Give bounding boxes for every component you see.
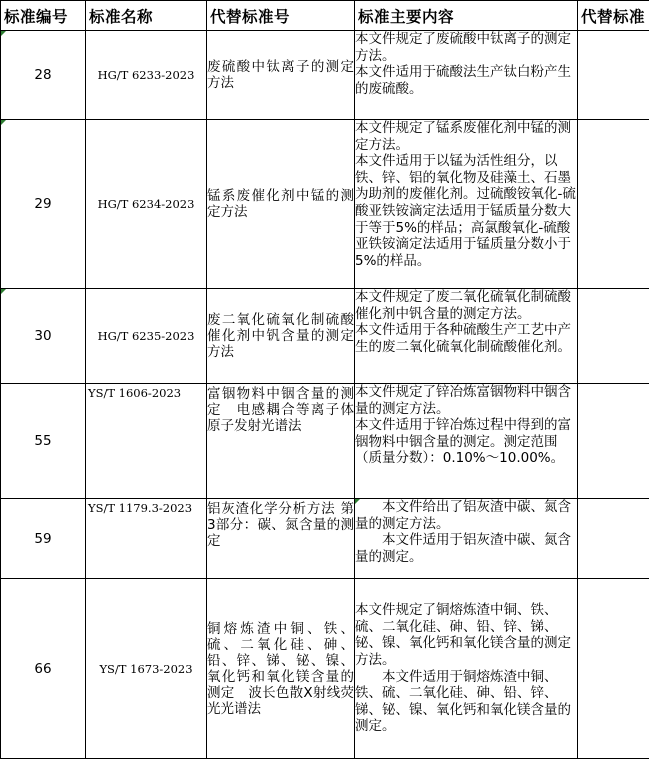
cell-main-content[interactable] — [355, 579, 578, 759]
row-number: 55 — [34, 433, 52, 449]
content-paragraph: 本文件规定了废硫酸中钛离子的测定方法。 — [355, 31, 571, 64]
cell-standard-name[interactable]: 废硫酸中钛离子的测定方法 — [207, 31, 355, 120]
cell-main-content[interactable] — [355, 384, 578, 499]
table-row — [1, 579, 649, 759]
cell-standard-name[interactable]: 废二氧化硫氧化制硫酸催化剂中钒含量的测定方法 — [207, 289, 355, 384]
row-number: 30 — [34, 328, 52, 344]
row-number: 66 — [34, 660, 52, 677]
content-paragraph: 本文件适用于锌冶炼过程中得到的富铟物料中铟含量的测定。测定范围（质量分数）：0.10%～10.00%。 — [355, 417, 571, 467]
table-row — [1, 499, 649, 579]
content-paragraph: 本文件适用于铝灰渣中碳、氮含量的测定。 — [355, 532, 571, 565]
cell-marker — [1, 120, 6, 125]
cell-replaced-standard[interactable] — [578, 579, 649, 759]
header-replaced-standard-number[interactable]: 代替标准号 — [207, 1, 355, 31]
cell-row-number[interactable] — [1, 289, 86, 384]
cell-standard-name[interactable]: 锰系废催化剂中锰的测定方法 — [207, 120, 355, 289]
cell-replaced-standard[interactable] — [578, 120, 649, 289]
header-standard-name[interactable]: 标准名称 — [86, 1, 207, 31]
content-paragraph: 本文件规定了铜熔炼渣中铜、铁、硫、二氧化硅、砷、铅、锌、锑、铋、镍、氧化钙和氧化镁含量的测定方法。 — [355, 602, 571, 668]
content-paragraph: 本文件规定了废二氧化硫氧化制硫酸催化剂中钒含量的测定方法。 — [355, 289, 571, 322]
content-paragraph: 本文件适用于铜熔炼渣中铜、铁、硫、二氧化硅、砷、铅、锌、锑、铋、镍、氧化钙和氧化镁含量的测定。 — [355, 668, 571, 735]
cell-row-number[interactable] — [1, 579, 86, 759]
content-paragraph: 本文件给出了铝灰渣中碳、氮含量的测定方法。 — [355, 499, 571, 532]
cell-standard-name[interactable]: 铝灰渣化学分析方法 第3部分：碳、氮含量的测定 — [207, 499, 355, 579]
cell-replaced-standard[interactable] — [578, 31, 649, 120]
content-paragraph: 本文件适用于硫酸法生产钛白粉产生的废硫酸。 — [355, 64, 571, 97]
cell-row-number[interactable] — [1, 31, 86, 120]
cell-standard-code[interactable]: HG/T 6235-2023 — [86, 289, 207, 384]
cell-standard-code[interactable]: YS/T 1673-2023 — [86, 579, 207, 759]
cell-marker — [355, 499, 360, 504]
content-paragraph: 本文件适用于各种硫酸生产工艺中产生的废二氧化硫氧化制硫酸催化剂。 — [355, 322, 571, 355]
header-main-content[interactable]: 标准主要内容 — [355, 1, 578, 31]
row-number: 29 — [34, 196, 52, 212]
cell-marker — [1, 289, 6, 294]
cell-row-number[interactable] — [1, 499, 86, 579]
row-number: 28 — [34, 67, 52, 83]
cell-main-content[interactable] — [355, 289, 578, 384]
cell-main-content[interactable] — [355, 499, 578, 579]
table-row — [1, 289, 649, 384]
cell-replaced-standard[interactable] — [578, 289, 649, 384]
cell-replaced-standard[interactable] — [578, 384, 649, 499]
cell-main-content[interactable] — [355, 31, 578, 120]
cell-standard-code[interactable]: HG/T 6233-2023 — [86, 31, 207, 120]
cell-row-number[interactable] — [1, 384, 86, 499]
header-row — [1, 1, 649, 31]
cell-standard-code[interactable]: HG/T 6234-2023 — [86, 120, 207, 289]
header-standard-number[interactable]: 标准编号 — [1, 1, 86, 31]
cell-replaced-standard[interactable] — [578, 499, 649, 579]
content-paragraph: 本文件规定了锰系废催化剂中锰的测定方法。 — [355, 120, 571, 153]
row-number: 59 — [34, 530, 52, 547]
cell-row-number[interactable] — [1, 120, 86, 289]
table-row — [1, 384, 649, 499]
cell-standard-name[interactable]: 铜熔炼渣中铜、铁、硫、二氧化硅、砷、铅、锌、锑、铋、镍、氧化钙和氧化镁含量的测定 波长色散X射线荧光光谱法 — [207, 579, 355, 759]
table-row — [1, 120, 649, 289]
content-paragraph: 本文件适用于以锰为活性组分，以铁、锌、铝的氧化物及硅藻土、石墨为助剂的废催化剂。过硫酸铵氧化-硫酸亚铁铵滴定法适用于锰质量分数大于等于5%的样品；高氯酸氧化-硫酸亚铁铵滴定法适用于锰质量分数小于5%的样品。 — [355, 153, 576, 269]
table-row — [1, 31, 649, 120]
header-replaced-standard[interactable]: 代替标准 — [578, 1, 649, 31]
content-paragraph: 本文件规定了锌冶炼富铟物料中铟含量的测定方法。 — [355, 384, 571, 417]
cell-standard-name[interactable]: 富铟物料中铟含量的测定 电感耦合等离子体原子发射光谱法 — [207, 384, 355, 499]
cell-standard-code[interactable]: YS/T 1179.3-2023 — [86, 499, 207, 579]
cell-main-content[interactable] — [355, 120, 578, 289]
cell-marker — [1, 31, 6, 36]
cell-standard-code[interactable]: YS/T 1606-2023 — [86, 384, 207, 499]
